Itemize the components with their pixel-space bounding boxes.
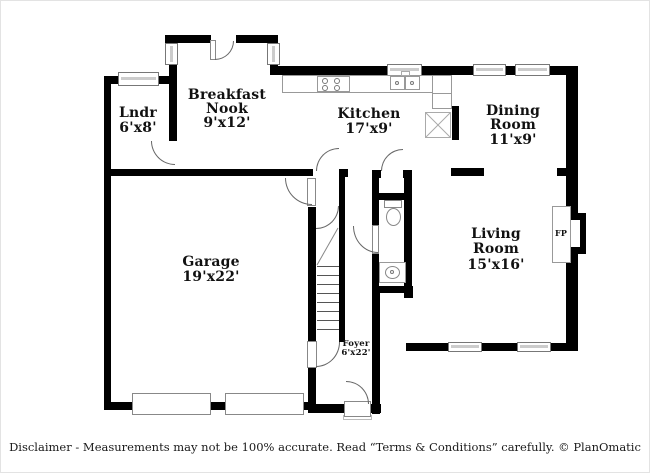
stair-step	[317, 320, 339, 321]
toilet-tank	[384, 200, 402, 208]
room-label-foyer: Foyer	[342, 339, 370, 349]
stair-step	[317, 329, 339, 330]
door-arc	[285, 178, 312, 205]
wall	[566, 66, 578, 213]
wall	[308, 207, 316, 341]
disclaimer-text: Disclaimer - Measurements may not be 100% accurate. Read “Terms & Conditions” carefully. © PlanOmatic	[9, 440, 641, 454]
refrigerator	[425, 112, 451, 138]
wall	[165, 35, 211, 43]
toilet-bowl	[386, 208, 401, 226]
wall	[372, 178, 379, 226]
window	[165, 43, 178, 65]
wall	[378, 193, 404, 200]
wall	[566, 254, 578, 351]
room-dims-kitchen: 17'x9'	[345, 121, 393, 137]
room-label-breakfast-nook: Nook	[206, 101, 248, 117]
room-label-breakfast-nook: Breakfast	[187, 87, 267, 103]
room-dims-garage: 19'x22'	[182, 269, 240, 285]
stair-step	[317, 302, 339, 303]
room-label-lndr: Lndr	[119, 105, 157, 121]
burner	[322, 78, 328, 84]
wall	[372, 253, 379, 286]
burner	[322, 85, 328, 91]
wall	[451, 168, 484, 176]
stair-step	[317, 284, 339, 285]
stair-step	[317, 293, 339, 294]
wall	[308, 368, 316, 409]
wall	[104, 169, 313, 176]
wall	[372, 286, 380, 414]
garage-door	[225, 393, 304, 415]
burner	[334, 85, 340, 91]
window	[118, 72, 159, 86]
door-arc	[316, 206, 339, 229]
room-label-dining: Room	[490, 117, 536, 133]
wall	[403, 170, 412, 178]
window	[267, 43, 280, 65]
room-dims-living: 15'x16'	[467, 257, 525, 273]
wall	[372, 170, 381, 178]
stair-step	[317, 266, 339, 267]
window	[517, 342, 551, 352]
door-arc	[346, 381, 369, 404]
room-dims-lndr: 6'x8'	[119, 120, 157, 136]
room-label-garage: Garage	[182, 254, 240, 270]
drain	[390, 270, 394, 274]
door-arc	[151, 141, 175, 165]
window	[473, 64, 506, 76]
wall	[557, 168, 567, 176]
stair-step	[317, 311, 339, 312]
burner	[334, 78, 340, 84]
door-arc	[316, 342, 340, 367]
wall	[372, 286, 412, 293]
room-dims-dining: 11'x9'	[489, 132, 537, 148]
stair-step	[317, 275, 339, 276]
fireplace-label: FP	[555, 228, 568, 238]
room-dims-breakfast-nook: 9'x12'	[203, 115, 251, 131]
wall	[452, 106, 459, 140]
drain	[410, 81, 414, 85]
counter-return	[432, 75, 452, 109]
room-dims-foyer: 6'x22'	[341, 348, 371, 358]
door-arc	[316, 148, 339, 171]
door-arc	[353, 226, 378, 253]
drain	[395, 81, 399, 85]
room-label-dining: Dining	[485, 103, 541, 119]
door-arc	[215, 41, 234, 60]
garage-door	[132, 393, 211, 415]
window	[515, 64, 550, 76]
wall	[406, 343, 578, 351]
room-label-living: Room	[473, 241, 519, 257]
counter-divider	[432, 93, 452, 94]
room-label-kitchen: Kitchen	[337, 106, 401, 122]
wall	[104, 76, 111, 410]
door-arc	[381, 149, 403, 171]
stair-wall	[339, 176, 345, 342]
room-label-living: Living	[471, 226, 521, 242]
window	[448, 342, 482, 352]
kitchen-counter	[282, 75, 452, 93]
